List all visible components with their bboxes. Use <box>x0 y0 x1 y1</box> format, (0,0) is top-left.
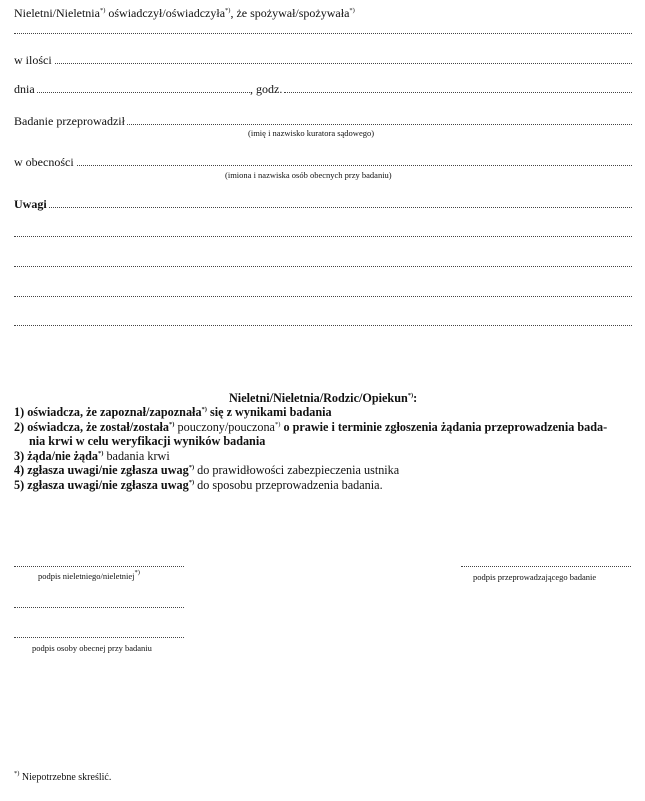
signature-line-osoba-obecna-1[interactable] <box>14 607 184 608</box>
remarks-line[interactable] <box>14 266 632 267</box>
signature-caption-przeprowadzajacy: podpis przeprowadzającego badanie <box>473 572 597 582</box>
declaration-item-2 <box>14 420 634 435</box>
footnote-mark: *) <box>407 392 414 399</box>
item-text: 4) zgłasza uwagi/nie zgłasza uwag <box>14 463 189 477</box>
footnote-mark: *) <box>349 7 355 14</box>
presence-label: w obecności <box>14 155 74 169</box>
footnote-text: Niepotrzebne skreślić. <box>19 772 112 783</box>
godz-label: , godz. <box>250 82 283 96</box>
item-text: do prawidłowości zabezpieczenia ustnika <box>194 463 400 477</box>
declaration-item-5 <box>14 478 634 493</box>
footnote-mark: *) <box>99 7 106 14</box>
footnote-mark: *) <box>14 770 20 777</box>
remarks-field[interactable] <box>14 197 632 213</box>
examiner-label: Badanie przeprowadził <box>14 114 125 128</box>
remarks-label: Uwagi <box>14 197 47 211</box>
item-text: 3) żąda/nie żąda <box>14 448 98 463</box>
date-time-field[interactable] <box>14 82 632 98</box>
footnote-mark: *) <box>134 569 140 576</box>
footnote-mark: *) <box>97 449 104 457</box>
statement-part-2: oświadczył/oświadczyła <box>105 6 226 20</box>
footnote <box>14 772 111 783</box>
item-text: 5) zgłasza uwagi/nie zgłasza uwag <box>14 477 189 492</box>
footnote-mark: *) <box>188 464 195 471</box>
dnia-label: dnia <box>14 82 35 96</box>
declaration-heading-colon: : <box>413 391 418 405</box>
item-text: 1) oświadcza, że zapoznał/zapoznała <box>14 405 202 419</box>
remarks-line[interactable] <box>14 236 632 237</box>
item-text: badania krwi <box>103 448 170 463</box>
ilosc-fill-line[interactable] <box>14 63 632 64</box>
item-text: do sposobu przeprowadzenia badania. <box>194 477 383 492</box>
remarks-fill-line[interactable] <box>14 207 632 208</box>
presence-field[interactable] <box>14 155 632 171</box>
caption-text: podpis nieletniego/nieletniej <box>38 571 135 581</box>
signature-caption-osoba-obecna: podpis osoby obecnej przy badaniu <box>32 643 152 653</box>
footnote-mark: *) <box>225 7 231 14</box>
declaration-list <box>14 405 634 492</box>
statement-part-1: Nieletni/Nieletnia <box>14 6 100 20</box>
footnote-mark: *) <box>274 420 281 428</box>
statement-fill-line[interactable] <box>14 33 632 34</box>
declaration-heading-text: Nieletni/Nieletnia/Rodzic/Opiekun <box>229 391 408 405</box>
ilosc-label: w ilości <box>14 53 52 67</box>
presence-fill-line[interactable] <box>14 165 632 166</box>
declaration-heading <box>229 391 417 406</box>
signature-line-przeprowadzajacy[interactable] <box>461 566 631 567</box>
declaration-item-1 <box>14 405 634 420</box>
item-text: o prawie i terminie zgłoszenia żądania przeprowadzenia bada- <box>280 419 608 434</box>
examiner-caption: (imię i nazwisko kuratora sądowego) <box>248 128 375 138</box>
remarks-line[interactable] <box>14 325 632 326</box>
signature-line-osoba-obecna-2[interactable] <box>14 637 184 638</box>
remarks-line[interactable] <box>14 296 632 297</box>
signature-caption-nieletni <box>38 571 140 581</box>
date-fill-line[interactable] <box>14 92 254 93</box>
declaration-item-3 <box>14 449 634 464</box>
time-fill-line[interactable] <box>284 92 632 93</box>
signature-line-nieletni[interactable] <box>14 566 184 567</box>
item-text: pouczony/pouczona <box>174 419 275 434</box>
statement-line <box>14 6 355 21</box>
declaration-item-2-continued: nia krwi w celu weryfikacji wyników badania <box>29 434 266 448</box>
footnote-mark: *) <box>201 406 207 413</box>
statement-part-3: , że spożywał/spożywała <box>230 6 350 20</box>
declaration-item-4 <box>14 463 634 478</box>
item-text: się z wynikami badania <box>206 405 332 419</box>
footnote-mark: *) <box>169 420 175 428</box>
presence-caption: (imiona i nazwiska osób obecnych przy badaniu) <box>225 170 392 180</box>
item-text: 2) oświadcza, że został/została <box>14 419 170 434</box>
ilosc-field[interactable] <box>14 53 632 69</box>
footnote-mark: *) <box>188 478 195 486</box>
